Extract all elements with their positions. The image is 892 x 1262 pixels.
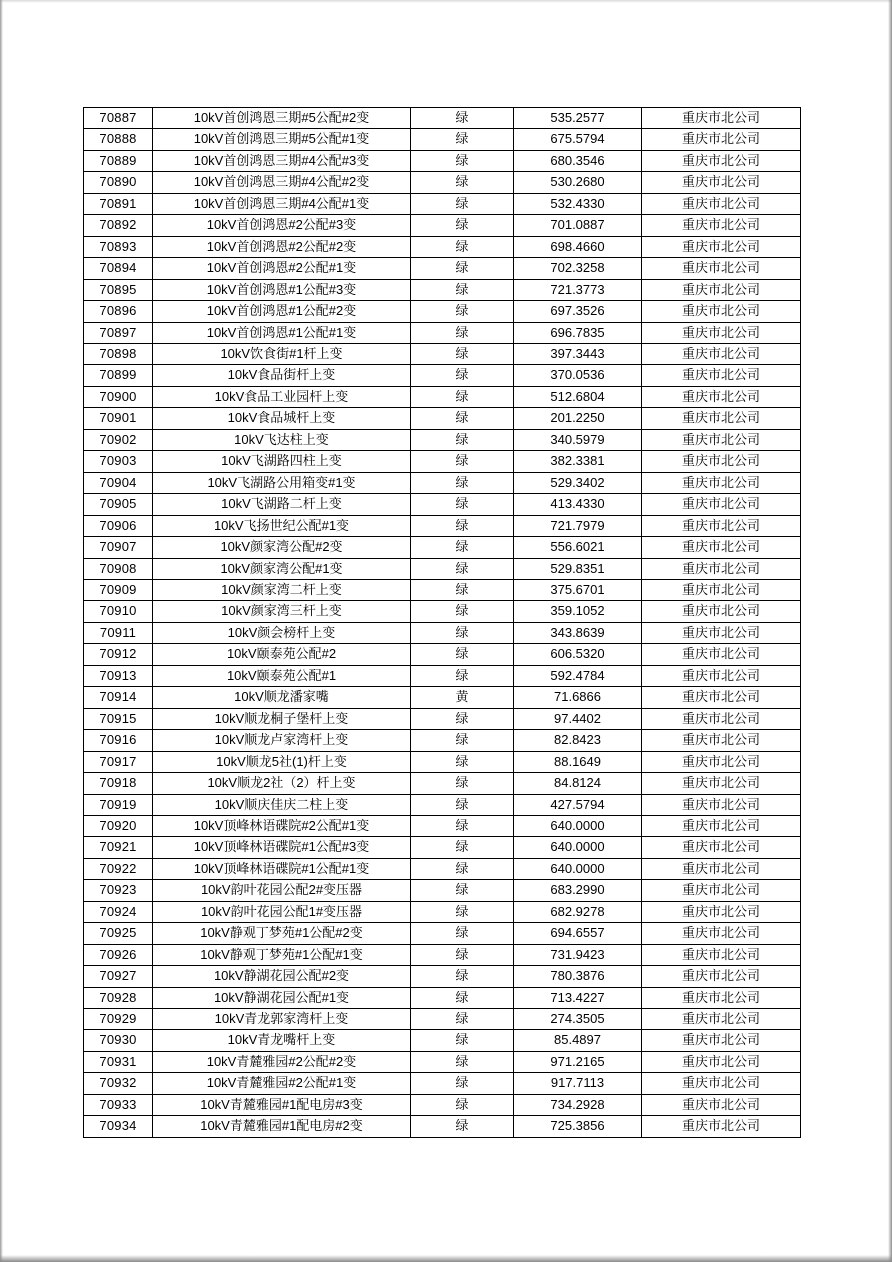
cell-id: 70918 xyxy=(84,773,153,794)
cell-company: 重庆市北公司 xyxy=(642,751,801,772)
table-row xyxy=(84,880,801,901)
cell-name: 10kV静湖花园公配#1变 xyxy=(153,987,411,1008)
cell-name: 10kV顺龙潘家嘴 xyxy=(153,687,411,708)
cell-company: 重庆市北公司 xyxy=(642,815,801,836)
cell-company: 重庆市北公司 xyxy=(642,451,801,472)
cell-value: 556.6021 xyxy=(514,537,642,558)
table-row xyxy=(84,1116,801,1137)
table-row xyxy=(84,1051,801,1072)
cell-status: 绿 xyxy=(411,751,514,772)
cell-id: 70912 xyxy=(84,644,153,665)
cell-value: 694.6557 xyxy=(514,923,642,944)
cell-name: 10kV青龙郭家湾杆上变 xyxy=(153,1009,411,1030)
table-row xyxy=(84,944,801,965)
table-row xyxy=(84,622,801,643)
cell-id: 70891 xyxy=(84,193,153,214)
cell-id: 70896 xyxy=(84,301,153,322)
cell-id: 70893 xyxy=(84,236,153,257)
table-row xyxy=(84,773,801,794)
cell-company: 重庆市北公司 xyxy=(642,322,801,343)
cell-name: 10kV首创鸿恩#1公配#3变 xyxy=(153,279,411,300)
table-row xyxy=(84,1094,801,1115)
cell-name: 10kV顺龙桐子堡杆上变 xyxy=(153,708,411,729)
cell-value: 682.9278 xyxy=(514,901,642,922)
cell-value: 343.8639 xyxy=(514,622,642,643)
cell-name: 10kV首创鸿恩三期#4公配#1变 xyxy=(153,193,411,214)
table-row xyxy=(84,708,801,729)
cell-status: 绿 xyxy=(411,880,514,901)
cell-value: 698.4660 xyxy=(514,236,642,257)
cell-id: 70926 xyxy=(84,944,153,965)
cell-status: 绿 xyxy=(411,322,514,343)
cell-name: 10kV颜家湾三杆上变 xyxy=(153,601,411,622)
cell-status: 绿 xyxy=(411,279,514,300)
page-edge-left xyxy=(0,0,3,1262)
cell-value: 696.7835 xyxy=(514,322,642,343)
table-row xyxy=(84,601,801,622)
cell-id: 70905 xyxy=(84,494,153,515)
cell-name: 10kV顺庆佳庆二柱上变 xyxy=(153,794,411,815)
cell-id: 70914 xyxy=(84,687,153,708)
cell-id: 70907 xyxy=(84,537,153,558)
cell-name: 10kV首创鸿恩三期#4公配#3变 xyxy=(153,150,411,171)
table-row xyxy=(84,451,801,472)
cell-name: 10kV青龙嘴杆上变 xyxy=(153,1030,411,1051)
cell-status: 绿 xyxy=(411,193,514,214)
cell-name: 10kV青麓雅园#2公配#2变 xyxy=(153,1051,411,1072)
cell-company: 重庆市北公司 xyxy=(642,515,801,536)
cell-id: 70933 xyxy=(84,1094,153,1115)
cell-company: 重庆市北公司 xyxy=(642,472,801,493)
table-row xyxy=(84,751,801,772)
cell-status: 绿 xyxy=(411,172,514,193)
cell-value: 84.8124 xyxy=(514,773,642,794)
cell-name: 10kV颜会榜杆上变 xyxy=(153,622,411,643)
cell-status: 绿 xyxy=(411,408,514,429)
cell-id: 70895 xyxy=(84,279,153,300)
table-row xyxy=(84,301,801,322)
cell-status: 绿 xyxy=(411,108,514,129)
cell-value: 85.4897 xyxy=(514,1030,642,1051)
cell-status: 绿 xyxy=(411,815,514,836)
table-row xyxy=(84,494,801,515)
cell-id: 70930 xyxy=(84,1030,153,1051)
cell-company: 重庆市北公司 xyxy=(642,258,801,279)
cell-value: 397.3443 xyxy=(514,343,642,364)
cell-company: 重庆市北公司 xyxy=(642,1073,801,1094)
table-row xyxy=(84,515,801,536)
cell-id: 70925 xyxy=(84,923,153,944)
cell-status: 绿 xyxy=(411,794,514,815)
cell-id: 70922 xyxy=(84,858,153,879)
cell-value: 529.3402 xyxy=(514,472,642,493)
cell-id: 70920 xyxy=(84,815,153,836)
cell-id: 70931 xyxy=(84,1051,153,1072)
cell-company: 重庆市北公司 xyxy=(642,172,801,193)
cell-status: 绿 xyxy=(411,1094,514,1115)
table-row xyxy=(84,472,801,493)
cell-status: 绿 xyxy=(411,665,514,686)
table-row xyxy=(84,258,801,279)
table-row xyxy=(84,129,801,150)
cell-company: 重庆市北公司 xyxy=(642,708,801,729)
table-row xyxy=(84,987,801,1008)
cell-status: 绿 xyxy=(411,150,514,171)
cell-company: 重庆市北公司 xyxy=(642,301,801,322)
cell-company: 重庆市北公司 xyxy=(642,193,801,214)
page-edge-right xyxy=(888,0,892,1262)
cell-status: 绿 xyxy=(411,494,514,515)
cell-value: 731.9423 xyxy=(514,944,642,965)
cell-status: 绿 xyxy=(411,644,514,665)
cell-value: 427.5794 xyxy=(514,794,642,815)
cell-company: 重庆市北公司 xyxy=(642,665,801,686)
cell-id: 70924 xyxy=(84,901,153,922)
cell-id: 70915 xyxy=(84,708,153,729)
cell-name: 10kV首创鸿恩三期#5公配#2变 xyxy=(153,108,411,129)
cell-company: 重庆市北公司 xyxy=(642,880,801,901)
table-row xyxy=(84,558,801,579)
cell-id: 70928 xyxy=(84,987,153,1008)
table-row xyxy=(84,365,801,386)
cell-company: 重庆市北公司 xyxy=(642,730,801,751)
cell-company: 重庆市北公司 xyxy=(642,108,801,129)
table-row xyxy=(84,429,801,450)
data-table xyxy=(83,107,801,1138)
page-edge-top xyxy=(0,0,892,3)
cell-id: 70904 xyxy=(84,472,153,493)
cell-value: 713.4227 xyxy=(514,987,642,1008)
cell-status: 绿 xyxy=(411,773,514,794)
cell-status: 绿 xyxy=(411,601,514,622)
cell-status: 绿 xyxy=(411,1116,514,1137)
cell-name: 10kV飞达柱上变 xyxy=(153,429,411,450)
cell-name: 10kV颐泰苑公配#1 xyxy=(153,665,411,686)
cell-company: 重庆市北公司 xyxy=(642,343,801,364)
cell-id: 70911 xyxy=(84,622,153,643)
cell-name: 10kV顶峰林语碟院#1公配#1变 xyxy=(153,858,411,879)
cell-name: 10kV颜家湾二杆上变 xyxy=(153,579,411,600)
table-row xyxy=(84,644,801,665)
cell-status: 绿 xyxy=(411,923,514,944)
cell-status: 绿 xyxy=(411,1009,514,1030)
cell-name: 10kV首创鸿恩#1公配#2变 xyxy=(153,301,411,322)
cell-company: 重庆市北公司 xyxy=(642,644,801,665)
cell-status: 绿 xyxy=(411,386,514,407)
cell-name: 10kV顺龙2社（2）杆上变 xyxy=(153,773,411,794)
cell-value: 640.0000 xyxy=(514,815,642,836)
table-row xyxy=(84,901,801,922)
cell-id: 70908 xyxy=(84,558,153,579)
cell-name: 10kV首创鸿恩三期#5公配#1变 xyxy=(153,129,411,150)
cell-value: 971.2165 xyxy=(514,1051,642,1072)
cell-status: 绿 xyxy=(411,966,514,987)
cell-id: 70909 xyxy=(84,579,153,600)
table-row xyxy=(84,815,801,836)
table-row xyxy=(84,236,801,257)
cell-id: 70910 xyxy=(84,601,153,622)
cell-value: 413.4330 xyxy=(514,494,642,515)
cell-name: 10kV飞湖路四柱上变 xyxy=(153,451,411,472)
table-row xyxy=(84,923,801,944)
table-row xyxy=(84,579,801,600)
cell-value: 917.7113 xyxy=(514,1073,642,1094)
cell-value: 529.8351 xyxy=(514,558,642,579)
cell-name: 10kV顺龙5社(1)杆上变 xyxy=(153,751,411,772)
cell-status: 绿 xyxy=(411,343,514,364)
cell-name: 10kV韵叶花园公配1#变压器 xyxy=(153,901,411,922)
cell-name: 10kV首创鸿恩#2公配#2变 xyxy=(153,236,411,257)
cell-status: 绿 xyxy=(411,429,514,450)
cell-id: 70903 xyxy=(84,451,153,472)
table-row xyxy=(84,537,801,558)
cell-company: 重庆市北公司 xyxy=(642,365,801,386)
cell-status: 绿 xyxy=(411,215,514,236)
cell-value: 640.0000 xyxy=(514,837,642,858)
cell-name: 10kV食品城杆上变 xyxy=(153,408,411,429)
cell-id: 70906 xyxy=(84,515,153,536)
cell-company: 重庆市北公司 xyxy=(642,901,801,922)
cell-company: 重庆市北公司 xyxy=(642,622,801,643)
cell-value: 382.3381 xyxy=(514,451,642,472)
cell-name: 10kV青麓雅园#1配电房#3变 xyxy=(153,1094,411,1115)
table-body xyxy=(84,108,801,1138)
cell-company: 重庆市北公司 xyxy=(642,408,801,429)
cell-id: 70919 xyxy=(84,794,153,815)
cell-name: 10kV静观丁梦苑#1公配#2变 xyxy=(153,923,411,944)
table-row xyxy=(84,150,801,171)
table-row xyxy=(84,837,801,858)
cell-id: 70902 xyxy=(84,429,153,450)
cell-name: 10kV饮食街#1杆上变 xyxy=(153,343,411,364)
cell-id: 70913 xyxy=(84,665,153,686)
cell-company: 重庆市北公司 xyxy=(642,1094,801,1115)
cell-value: 359.1052 xyxy=(514,601,642,622)
cell-status: 绿 xyxy=(411,1051,514,1072)
cell-status: 绿 xyxy=(411,365,514,386)
cell-value: 340.5979 xyxy=(514,429,642,450)
cell-company: 重庆市北公司 xyxy=(642,1009,801,1030)
cell-id: 70889 xyxy=(84,150,153,171)
cell-company: 重庆市北公司 xyxy=(642,129,801,150)
cell-status: 绿 xyxy=(411,901,514,922)
table-row xyxy=(84,322,801,343)
cell-name: 10kV顶峰林语碟院#1公配#3变 xyxy=(153,837,411,858)
cell-name: 10kV飞扬世纪公配#1变 xyxy=(153,515,411,536)
cell-name: 10kV韵叶花园公配2#变压器 xyxy=(153,880,411,901)
cell-value: 375.6701 xyxy=(514,579,642,600)
cell-name: 10kV飞湖路二杆上变 xyxy=(153,494,411,515)
cell-id: 70917 xyxy=(84,751,153,772)
cell-status: 绿 xyxy=(411,129,514,150)
cell-id: 70921 xyxy=(84,837,153,858)
table-row xyxy=(84,343,801,364)
table-row xyxy=(84,215,801,236)
table-row xyxy=(84,108,801,129)
cell-status: 绿 xyxy=(411,730,514,751)
cell-company: 重庆市北公司 xyxy=(642,579,801,600)
spreadsheet-area xyxy=(83,107,801,1138)
cell-value: 370.0536 xyxy=(514,365,642,386)
cell-value: 82.8423 xyxy=(514,730,642,751)
cell-name: 10kV青麓雅园#2公配#1变 xyxy=(153,1073,411,1094)
cell-company: 重庆市北公司 xyxy=(642,236,801,257)
table-row xyxy=(84,386,801,407)
cell-name: 10kV首创鸿恩#1公配#1变 xyxy=(153,322,411,343)
cell-value: 697.3526 xyxy=(514,301,642,322)
cell-id: 70899 xyxy=(84,365,153,386)
cell-company: 重庆市北公司 xyxy=(642,1116,801,1137)
cell-name: 10kV静观丁梦苑#1公配#1变 xyxy=(153,944,411,965)
cell-value: 88.1649 xyxy=(514,751,642,772)
cell-id: 70927 xyxy=(84,966,153,987)
cell-company: 重庆市北公司 xyxy=(642,558,801,579)
cell-status: 黄 xyxy=(411,687,514,708)
cell-company: 重庆市北公司 xyxy=(642,966,801,987)
cell-value: 702.3258 xyxy=(514,258,642,279)
cell-company: 重庆市北公司 xyxy=(642,773,801,794)
cell-status: 绿 xyxy=(411,515,514,536)
cell-name: 10kV食品工业园杆上变 xyxy=(153,386,411,407)
cell-company: 重庆市北公司 xyxy=(642,837,801,858)
cell-status: 绿 xyxy=(411,579,514,600)
cell-id: 70923 xyxy=(84,880,153,901)
cell-status: 绿 xyxy=(411,472,514,493)
cell-name: 10kV颜家湾公配#2变 xyxy=(153,537,411,558)
cell-name: 10kV静湖花园公配#2变 xyxy=(153,966,411,987)
cell-company: 重庆市北公司 xyxy=(642,429,801,450)
cell-company: 重庆市北公司 xyxy=(642,150,801,171)
cell-status: 绿 xyxy=(411,708,514,729)
cell-name: 10kV顺龙卢家湾杆上变 xyxy=(153,730,411,751)
cell-status: 绿 xyxy=(411,558,514,579)
table-row xyxy=(84,1009,801,1030)
cell-value: 721.7979 xyxy=(514,515,642,536)
cell-value: 606.5320 xyxy=(514,644,642,665)
cell-name: 10kV颜家湾公配#1变 xyxy=(153,558,411,579)
cell-status: 绿 xyxy=(411,622,514,643)
cell-value: 274.3505 xyxy=(514,1009,642,1030)
table-row xyxy=(84,1073,801,1094)
cell-value: 530.2680 xyxy=(514,172,642,193)
cell-id: 70934 xyxy=(84,1116,153,1137)
cell-value: 532.4330 xyxy=(514,193,642,214)
table-row xyxy=(84,687,801,708)
cell-id: 70892 xyxy=(84,215,153,236)
cell-value: 680.3546 xyxy=(514,150,642,171)
cell-value: 640.0000 xyxy=(514,858,642,879)
cell-status: 绿 xyxy=(411,537,514,558)
cell-id: 70898 xyxy=(84,343,153,364)
cell-status: 绿 xyxy=(411,1030,514,1051)
cell-company: 重庆市北公司 xyxy=(642,279,801,300)
cell-value: 201.2250 xyxy=(514,408,642,429)
cell-company: 重庆市北公司 xyxy=(642,1030,801,1051)
cell-company: 重庆市北公司 xyxy=(642,944,801,965)
cell-name: 10kV顶峰林语碟院#2公配#1变 xyxy=(153,815,411,836)
cell-name: 10kV首创鸿恩三期#4公配#2变 xyxy=(153,172,411,193)
cell-value: 725.3856 xyxy=(514,1116,642,1137)
cell-company: 重庆市北公司 xyxy=(642,794,801,815)
cell-company: 重庆市北公司 xyxy=(642,494,801,515)
cell-id: 70901 xyxy=(84,408,153,429)
table-row xyxy=(84,665,801,686)
cell-value: 734.2928 xyxy=(514,1094,642,1115)
cell-value: 675.5794 xyxy=(514,129,642,150)
cell-status: 绿 xyxy=(411,301,514,322)
cell-id: 70888 xyxy=(84,129,153,150)
table-row xyxy=(84,193,801,214)
cell-value: 512.6804 xyxy=(514,386,642,407)
cell-name: 10kV首创鸿恩#2公配#1变 xyxy=(153,258,411,279)
cell-value: 780.3876 xyxy=(514,966,642,987)
cell-company: 重庆市北公司 xyxy=(642,386,801,407)
cell-value: 71.6866 xyxy=(514,687,642,708)
cell-name: 10kV颐泰苑公配#2 xyxy=(153,644,411,665)
cell-id: 70890 xyxy=(84,172,153,193)
cell-name: 10kV青麓雅园#1配电房#2变 xyxy=(153,1116,411,1137)
cell-company: 重庆市北公司 xyxy=(642,923,801,944)
cell-status: 绿 xyxy=(411,451,514,472)
cell-status: 绿 xyxy=(411,258,514,279)
cell-status: 绿 xyxy=(411,837,514,858)
table-row xyxy=(84,794,801,815)
cell-value: 592.4784 xyxy=(514,665,642,686)
cell-id: 70932 xyxy=(84,1073,153,1094)
table-row xyxy=(84,408,801,429)
table-row xyxy=(84,172,801,193)
table-row xyxy=(84,730,801,751)
cell-status: 绿 xyxy=(411,1073,514,1094)
cell-value: 701.0887 xyxy=(514,215,642,236)
cell-status: 绿 xyxy=(411,236,514,257)
cell-id: 70887 xyxy=(84,108,153,129)
cell-id: 70900 xyxy=(84,386,153,407)
cell-company: 重庆市北公司 xyxy=(642,687,801,708)
table-row xyxy=(84,858,801,879)
page-edge-bottom xyxy=(0,1255,892,1262)
cell-id: 70894 xyxy=(84,258,153,279)
cell-status: 绿 xyxy=(411,858,514,879)
table-row xyxy=(84,966,801,987)
table-row xyxy=(84,1030,801,1051)
cell-value: 97.4402 xyxy=(514,708,642,729)
cell-status: 绿 xyxy=(411,987,514,1008)
table-row xyxy=(84,279,801,300)
cell-name: 10kV首创鸿恩#2公配#3变 xyxy=(153,215,411,236)
cell-company: 重庆市北公司 xyxy=(642,537,801,558)
cell-id: 70929 xyxy=(84,1009,153,1030)
cell-company: 重庆市北公司 xyxy=(642,1051,801,1072)
cell-name: 10kV飞湖路公用箱变#1变 xyxy=(153,472,411,493)
cell-value: 721.3773 xyxy=(514,279,642,300)
cell-company: 重庆市北公司 xyxy=(642,987,801,1008)
cell-value: 535.2577 xyxy=(514,108,642,129)
cell-id: 70916 xyxy=(84,730,153,751)
cell-name: 10kV食品街杆上变 xyxy=(153,365,411,386)
cell-company: 重庆市北公司 xyxy=(642,601,801,622)
cell-status: 绿 xyxy=(411,944,514,965)
cell-company: 重庆市北公司 xyxy=(642,858,801,879)
cell-id: 70897 xyxy=(84,322,153,343)
cell-company: 重庆市北公司 xyxy=(642,215,801,236)
cell-value: 683.2990 xyxy=(514,880,642,901)
